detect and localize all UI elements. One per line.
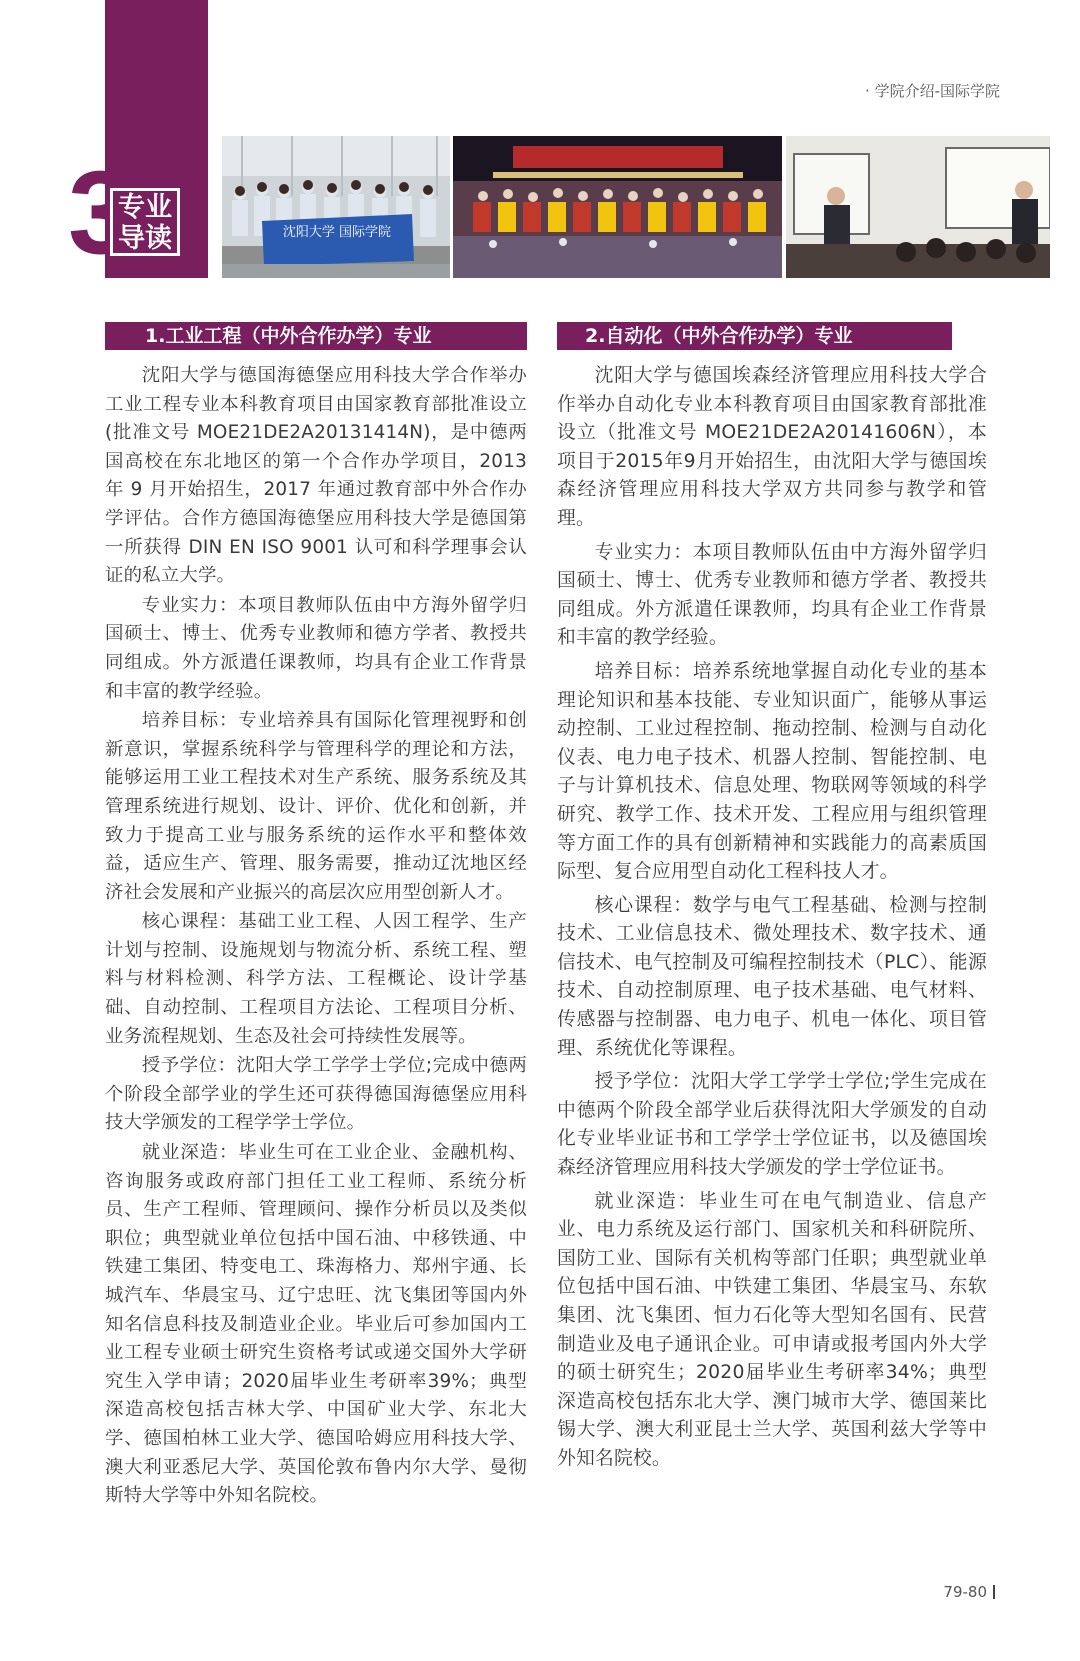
page-number: 79-80	[943, 1583, 995, 1601]
paragraph: 就业深造：毕业生可在电气制造业、信息产业、电力系统及运行部门、国家机关和科研院所、国防工业、国际有关机构等部门任职；典型就业单位包括中国石油、中铁建工集团、华晨宝马、东软集团、沈飞集团、恒力石化等大型知名国有、民营制造业及电子通讯企业。可申请或报考国内外大学的硕士研究生；2020届毕业生考研率34%；典型深造高校包括东北大学、澳门城市大学、德国莱比锡大学、澳大利亚昆士兰大学、英国利兹大学等中外知名院校。	[557, 1190, 987, 1469]
banner-text: 沈阳大学 国际学院	[282, 225, 392, 240]
industrial-engineering-heading: 1.工业工程（中外合作办学）专业	[105, 322, 527, 350]
paragraph: 培养目标：专业培养具有国际化管理视野和创新意识，掌握系统科学与管理科学的理论和方法，能够运用工业工程技术对生产系统、服务系统及其管理系统进行规划、设计、评价、优化和创新，并致力于提高工业与服务系统的运作水平和整体效益，适应生产、管理、服务需要，推动辽沈地区经济社会发展和产业振兴的高层次应用型创新人才。	[105, 710, 527, 903]
photo-group-banner	[222, 136, 450, 278]
paragraph: 沈阳大学与德国海德堡应用科技大学合作举办工业工程专业本科教育项目由国家教育部批准设立 (批准文号 MOE21DE2A20131414N)，是中德两国高校在东北地区的第一个合作办学项目，2013 年 9 月开始招生，2017 年通过教育部中外合作办学评估。合作方德国海德堡应用科技大学是德国第一所获得 DIN EN ISO 9001 认可和科学理事会认证的私立大学。	[105, 365, 527, 587]
paragraph: 授予学位：沈阳大学工学学士学位;学生完成在中德两个阶段全部学业后获得沈阳大学颁发的自动化专业毕业证书和工学学士学位证书，以及德国埃森经济管理应用科技大学颁发的学士学位证书。	[557, 1071, 987, 1179]
paragraph: 核心课程：数学与电气工程基础、检测与控制技术、工业信息技术、微处理技术、数字技术、通信技术、电气控制及可编程控制技术（PLC）、能源技术、自动控制原理、电子技术基础、电气材料、传感器与控制器、电力电子、机电一体化、项目管理、系统优化等课程。	[557, 894, 987, 1059]
photo-classroom	[786, 136, 1050, 278]
paragraph: 专业实力：本项目教师队伍由中方海外留学归国硕士、博士、优秀专业教师和德方学者、教授共同组成。外方派遣任课教师，均具有企业工作背景和丰富的教学经验。	[557, 541, 987, 649]
photo-stage-event	[453, 136, 782, 278]
paragraph: 沈阳大学与德国埃森经济管理应用科技大学合作举办自动化专业本科教育项目由国家教育部批准设立（批准文号 MOE21DE2A20141606N），本项目于2015年9月开始招生，由沈阳大学与德国埃森经济管理应用科技大学双方共同参与教学和管理。	[557, 365, 987, 529]
paragraph: 授予学位：沈阳大学工学学士学位;完成中德两个阶段全部学业的学生还可获得德国海德堡应用科技大学颁发的工程学学士学位。	[105, 1055, 527, 1134]
left-column	[105, 322, 527, 1511]
running-head: · 学院介绍-国际学院	[865, 82, 1000, 100]
right-column	[557, 322, 987, 1474]
section-tag: 专业导读	[110, 188, 180, 256]
paragraph: 核心课程：基础工业工程、人因工程学、生产计划与控制、设施规划与物流分析、系统工程、塑料与材料检测、科学方法、工程概论、设计学基础、自动控制、工程项目方法论、工程项目分析、业务流程规划、生态及社会可持续性发展等。	[105, 911, 527, 1047]
section-number: 3	[68, 147, 134, 279]
automation-heading: 2.自动化（中外合作办学）专业	[557, 322, 952, 350]
paragraph: 专业实力：本项目教师队伍由中方海外留学归国硕士、博士、优秀专业教师和德方学者、教授共同组成。外方派遣任课教师，均具有企业工作背景和丰富的教学经验。	[105, 594, 527, 702]
paragraph: 就业深造：毕业生可在工业企业、金融机构、咨询服务或政府部门担任工业工程师、系统分析员、生产工程师、管理顾问、操作分析员以及类似职位；典型就业单位包括中国石油、中移铁通、中铁建工集团、特变电工、珠海格力、郑州宇通、长城汽车、华晨宝马、辽宁忠旺、沈飞集团等国内外知名信息科技及制造业企业。毕业后可参加国内工业工程专业硕士研究生资格考试或递交国外大学研究生入学申请；2020届毕业生考研率39%；典型深造高校包括吉林大学、中国矿业大学、东北大学、德国柏林工业大学、德国哈姆应用科技大学、澳大利亚悉尼大学、英国伦敦布鲁内尔大学、曼彻斯特大学等中外知名院校。	[105, 1142, 527, 1507]
paragraph: 培养目标：培养系统地掌握自动化专业的基本理论知识和基本技能、专业知识面广，能够从事运动控制、工业过程控制、拖动控制、检测与自动化仪表、电力电子技术、机器人控制、智能控制、电子与计算机技术、信息处理、物联网等领域的科学研究、教学工作、技术开发、工程应用与组织管理等方面工作的具有创新精神和实践能力的高素质国际型、复合应用型自动化工程科技人才。	[557, 660, 987, 883]
